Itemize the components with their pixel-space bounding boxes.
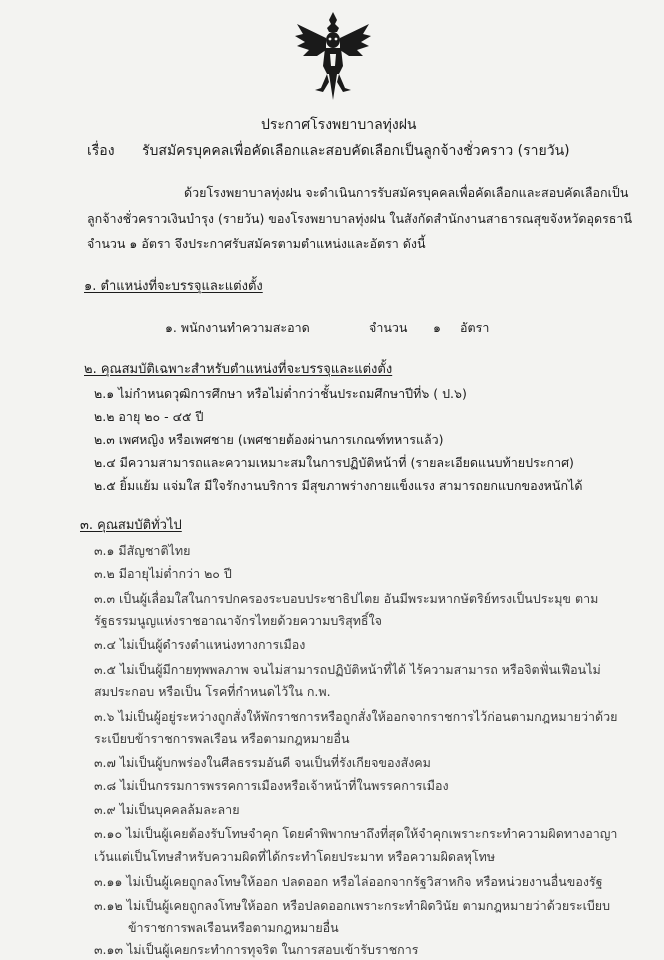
garuda-emblem-icon (293, 10, 373, 102)
section-heading: ๑. ตำแหน่งที่จะบรรจุและแต่งตั้ง (84, 279, 263, 294)
general-qualification-line: ข้าราชการพลเรือนหรือตามกฎหมายอื่น (128, 920, 339, 935)
position-count-label: จำนวน (369, 320, 408, 335)
general-qualification-line: ๓.๖ ไม่เป็นผู้อยู่ระหว่างถูกสั่งให้พักราชการหรือถูกสั่งให้ออกจากราชการไว้ก่อนตามกฎหมายว่าด้วย (94, 709, 618, 724)
intro-line: จำนวน ๑ อัตรา จึงประกาศรับสมัครตามตำแหน่งและอัตรา ดังนี้ (87, 236, 426, 251)
qualification-item: ๒.๑ ไม่กำหนดวุฒิการศึกษา หรือไม่ต่ำกว่าชั้นประถมศึกษาปีที่๖ ( ป.๖) (94, 386, 467, 401)
position-name: ๑. พนักงานทำความสะอาด (165, 320, 310, 335)
announcement-title: ประกาศโรงพยาบาลทุ่งฝน (261, 117, 417, 133)
general-qualification-line: ๓.๔ ไม่เป็นผู้ดำรงตำแหน่งทางการเมือง (94, 637, 306, 652)
general-qualification-line: ๓.๙ ไม่เป็นบุคคลล้มละลาย (94, 802, 240, 817)
general-qualification-line: ๓.๓ เป็นผู้เลื่อมใสในการปกครองระบอบประชาธิปไตย อันมีพระมหากษัตริย์ทรงเป็นประมุข ตาม (94, 591, 599, 606)
subject-text: รับสมัครบุคคลเพื่อคัดเลือกและสอบคัดเลือกเป็นลูกจ้างชั่วคราว (รายวัน) (142, 143, 570, 159)
qualification-item: ๒.๓ เพศหญิง หรือเพศชาย (เพศชายต้องผ่านการเกณฑ์ทหารแล้ว) (94, 432, 444, 447)
general-qualification-line: ระเบียบข้าราชการพลเรือน หรือตามกฎหมายอื่น (94, 731, 350, 746)
intro-line: ลูกจ้างชั่วคราวเงินบำรุง (รายวัน) ของโรงพยาบาลทุ่งฝน ในสังกัดสำนักงานสาธารณสุขจังหวัดอุดรธานี (87, 211, 632, 226)
general-qualification-line: เว้นแต่เป็นโทษสำหรับความผิดที่ได้กระทำโดยประมาท หรือความผิดลหุโทษ (94, 849, 496, 864)
general-qualification-line: ๓.๒ มีอายุไม่ต่ำกว่า ๒๐ ปี (94, 566, 232, 581)
qualification-item: ๒.๕ ยิ้มแย้ม แจ่มใส มีใจรักงานบริการ มีสุขภาพร่างกายแข็งแรง สามารถยกแบกของหนักได้ (94, 478, 583, 493)
intro-line: ด้วยโรงพยาบาลทุ่งฝน จะดำเนินการรับสมัครบุคคลเพื่อคัดเลือกและสอบคัดเลือกเป็น (184, 185, 629, 200)
qualification-item: ๒.๒ อายุ ๒๐ - ๔๕ ปี (94, 409, 204, 424)
general-qualification-line: ๓.๘ ไม่เป็นกรรมการพรรคการเมืองหรือเจ้าหน้าที่ในพรรคการเมือง (94, 778, 449, 793)
section-heading: ๒. คุณสมบัติเฉพาะสำหรับตำแหน่งที่จะบรรจุและแต่งตั้ง (84, 362, 393, 377)
position-count-value: ๑ (433, 320, 441, 335)
general-qualification-line: ๓.๗ ไม่เป็นผู้บกพร่องในศีลธรรมอันดี จนเป็นที่รังเกียจของสังคม (94, 755, 431, 770)
general-qualification-line: ๓.๕ ไม่เป็นผู้มีกายทุพพลภาพ จนไม่สามารถปฏิบัติหน้าที่ได้ ไร้ความสามารถ หรือจิตฟั่นเฟือนไม่ (94, 662, 601, 677)
subject-label: เรื่อง (87, 143, 115, 159)
general-qualification-line: สมประกอบ หรือเป็น โรคที่กำหนดไว้ใน ก.พ. (94, 684, 331, 699)
general-qualification-line: ๓.๑ มีสัญชาติไทย (94, 543, 191, 558)
general-qualification-line: รัฐธรรมนูญแห่งราชอาณาจักรไทยด้วยความบริสุทธิ์ใจ (94, 613, 382, 628)
general-qualification-line: ๓.๑๐ ไม่เป็นผู้เคยต้องรับโทษจำคุก โดยคำพิพากษาถึงที่สุดให้จำคุกเพราะกระทำความผิดทางอาญา (94, 826, 618, 841)
general-qualification-line: ๓.๑๓ ไม่เป็นผู้เคยกระทำการทุจริต ในการสอบเข้ารับราชการ (94, 942, 419, 957)
qualification-item: ๒.๔ มีความสามารถและความเหมาะสมในการปฏิบัติหน้าที่ (รายละเอียดแนบท้ายประกาศ) (94, 455, 574, 470)
position-unit: อัตรา (460, 320, 490, 335)
general-qualification-line: ๓.๑๒ ไม่เป็นผู้เคยถูกลงโทษให้ออก หรือปลดออกเพราะกระทำผิดวินัย ตามกฎหมายว่าด้วยระเบียบ (94, 898, 611, 913)
general-qualification-line: ๓.๑๑ ไม่เป็นผู้เคยถูกลงโทษให้ออก ปลดออก หรือไล่ออกจากรัฐวิสาหกิจ หรือหน่วยงานอื่นของรัฐ (94, 874, 603, 889)
section-heading: ๓. คุณสมบัติทั่วไป (80, 518, 182, 533)
